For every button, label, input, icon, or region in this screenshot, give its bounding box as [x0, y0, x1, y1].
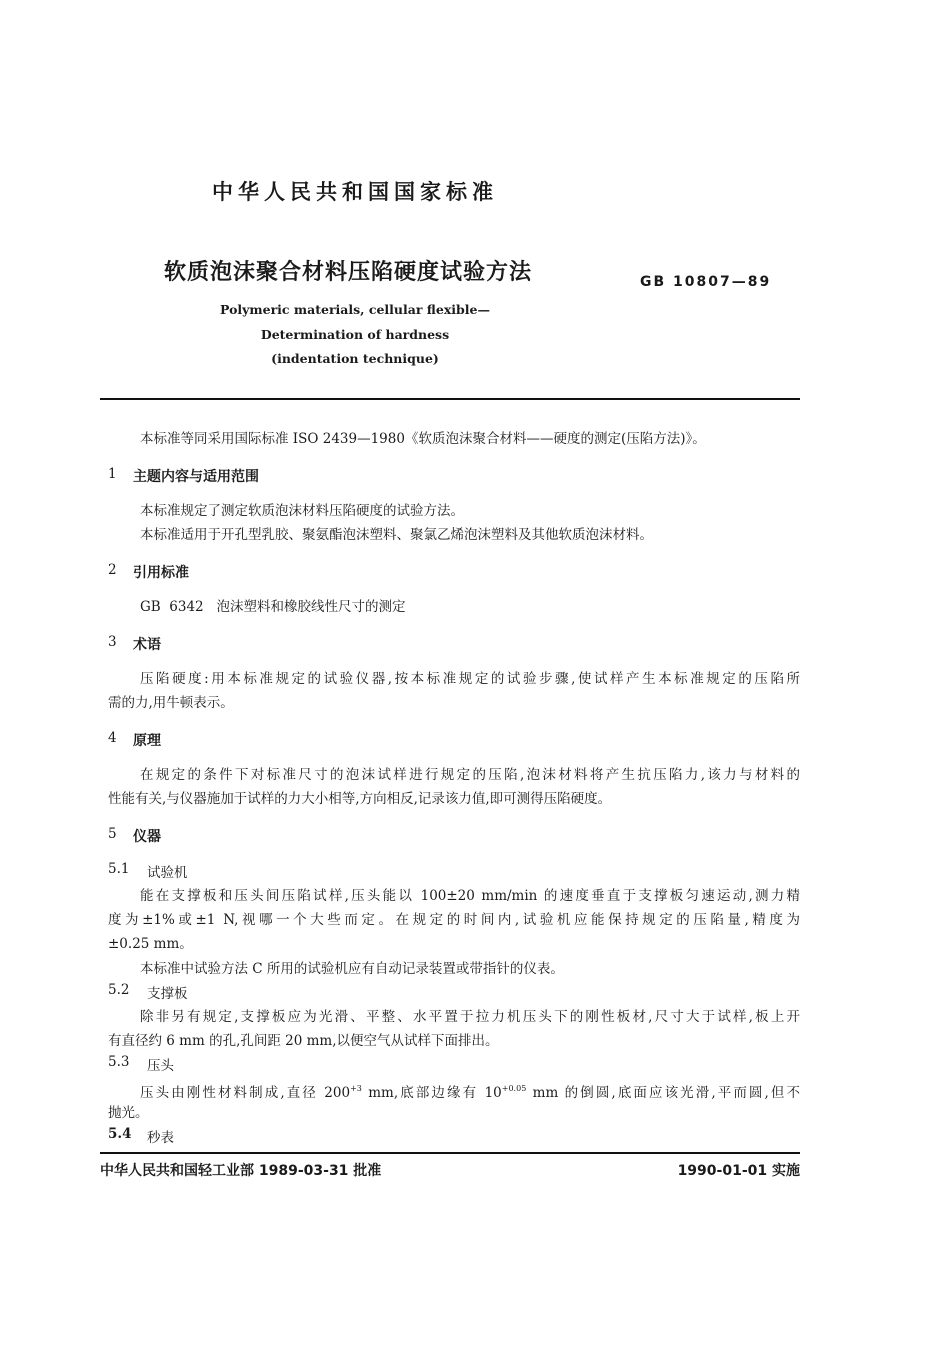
section-4-line-1: 在规定的条件下对标准尺寸的泡沫试样进行规定的压陷,泡沫材料将产生抗压陷力,该力与材料的 — [140, 767, 800, 783]
subsection-5-2-title: 支撑板 — [147, 986, 188, 1002]
subsection-5-1-line-2: 度为±1%或±1 N,视哪一个大些而定。在规定的时间内,试验机应能保持规定的压陷量,精度为 — [108, 912, 800, 928]
section-3-number: 3 — [108, 634, 117, 650]
section-3-line-2: 需的力,用牛顿表示。 — [108, 695, 234, 711]
section-4-title: 原理 — [133, 733, 161, 749]
english-title-line-1: Polymeric materials, cellular flexible— — [220, 302, 490, 317]
section-5-number: 5 — [108, 826, 117, 842]
subsection-5-3-line-2: 抛光。 — [108, 1105, 149, 1121]
subsection-5-3-text-c: mm 的倒圆,底面应该光滑,平而圆,但不 — [526, 1085, 801, 1101]
english-title-line-2: Determination of hardness — [260, 327, 450, 342]
gb-code: GB 10807—89 — [640, 274, 772, 290]
section-1-title: 主题内容与适用范围 — [133, 469, 259, 485]
intro-paragraph: 本标准等同采用国际标准 ISO 2439—1980《软质泡沫聚合材料——硬度的测定(压陷方法)》。 — [140, 431, 706, 447]
subsection-5-1-line-4: 本标准中试验方法 C 所用的试验机应有自动记录装置或带指针的仪表。 — [140, 961, 564, 977]
section-4-line-2: 性能有关,与仪器施加于试样的力大小相等,方向相反,记录该力值,即可测得压陷硬度。 — [108, 791, 612, 807]
header-divider — [100, 398, 800, 400]
radius-tolerance: +0.05 — [501, 1084, 527, 1093]
subsection-5-1-number: 5.1 — [108, 861, 130, 877]
footer-divider — [100, 1152, 800, 1154]
section-3-line-1: 压陷硬度:用本标准规定的试验仪器,按本标准规定的试验步骤,使试样产生本标准规定的压陷所 — [140, 671, 800, 687]
subsection-5-4-number: 5.4 — [108, 1126, 132, 1142]
section-4-number: 4 — [108, 730, 117, 746]
subsection-5-3-number: 5.3 — [108, 1054, 130, 1070]
implementation-date: 1990-01-01 实施 — [677, 1163, 800, 1179]
subsection-5-2-line-2: 有直径约 6 mm 的孔,孔间距 20 mm,以便空气从试样下面排出。 — [108, 1033, 499, 1049]
subsection-5-3-text-a: 压头由刚性材料制成,直径 200 — [140, 1085, 351, 1101]
section-2-title: 引用标准 — [133, 565, 189, 581]
diameter-tolerance: +3 — [350, 1084, 362, 1093]
section-2-number: 2 — [108, 562, 117, 578]
section-3-title: 术语 — [133, 637, 161, 653]
subsection-5-2-number: 5.2 — [108, 982, 130, 998]
subsection-5-1-title: 试验机 — [147, 865, 188, 881]
section-2-reference: GB 6342 泡沫塑料和橡胶线性尺寸的测定 — [140, 599, 406, 615]
english-title-line-3: (indentation technique) — [271, 351, 439, 366]
section-1-number: 1 — [108, 466, 117, 482]
document-title: 软质泡沫聚合材料压陷硬度试验方法 — [164, 260, 533, 285]
subsection-5-3-title: 压头 — [147, 1058, 174, 1074]
section-5-title: 仪器 — [133, 829, 161, 845]
subsection-5-4-title: 秒表 — [147, 1130, 174, 1146]
subsection-5-2-line-1: 除非另有规定,支撑板应为光滑、平整、水平置于拉力机压头下的刚性板材,尺寸大于试样,板上开 — [140, 1009, 800, 1025]
section-1-line-1: 本标准规定了测定软质泡沫材料压陷硬度的试验方法。 — [140, 503, 464, 519]
subsection-5-3-line-1 — [140, 1078, 800, 1104]
subsection-5-3-text-b: mm,底部边缘有 10 — [361, 1085, 502, 1101]
subsection-5-1-line-1: 能在支撑板和压头间压陷试样,压头能以 100±20 mm/min 的速度垂直于支撑板匀速运动,测力精 — [140, 888, 800, 904]
subsection-5-1-line-3: ±0.25 mm。 — [108, 936, 193, 952]
section-1-line-2: 本标准适用于开孔型乳胶、聚氨酯泡沫塑料、聚氯乙烯泡沫塑料及其他软质泡沫材料。 — [140, 527, 653, 543]
standard-header: 中华人民共和国国家标准 — [212, 180, 498, 204]
approval-note: 中华人民共和国轻工业部 1989-03-31 批准 — [100, 1163, 382, 1179]
